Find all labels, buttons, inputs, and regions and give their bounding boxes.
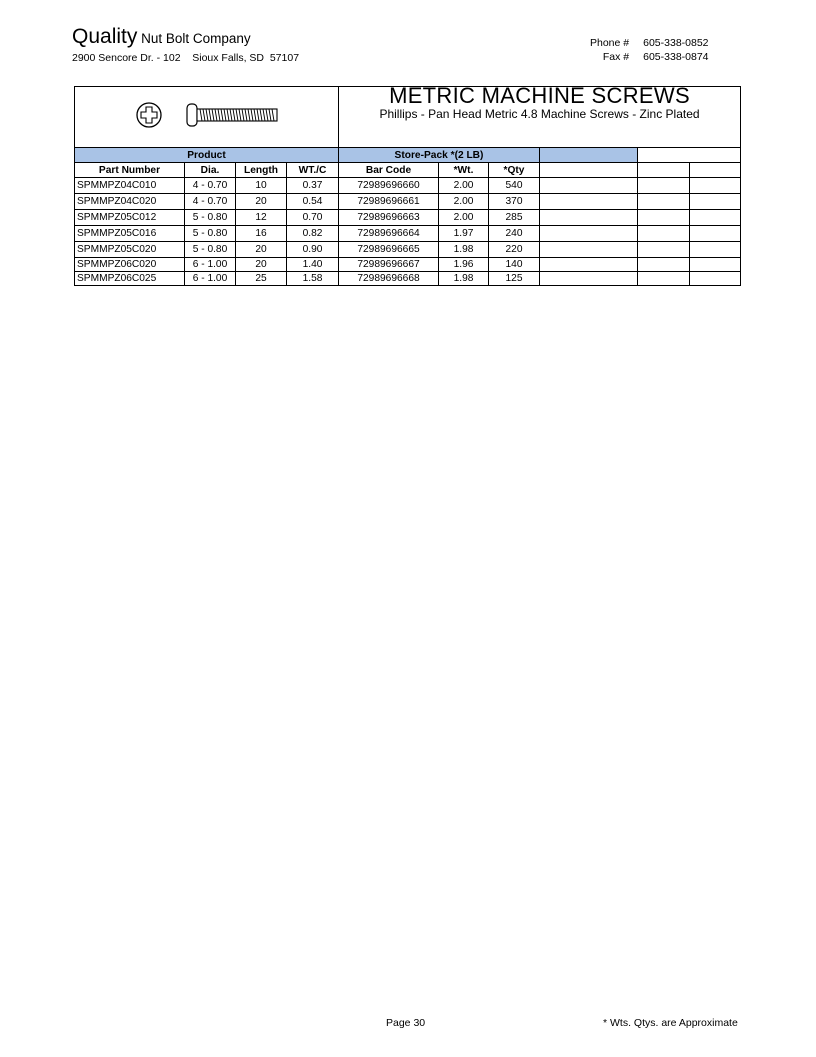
table-cell: 12 xyxy=(236,210,287,226)
table-cell xyxy=(690,210,741,226)
company-name-first-word: Quality xyxy=(72,25,138,48)
company-name xyxy=(72,26,251,47)
table-cell: 370 xyxy=(489,194,540,210)
table-cell: 16 xyxy=(236,226,287,242)
column-header: Dia. xyxy=(185,163,236,178)
table-cell: 240 xyxy=(489,226,540,242)
table-cell: 540 xyxy=(489,178,540,194)
title-cell xyxy=(339,87,741,148)
table-cell: 72989696665 xyxy=(339,242,439,258)
phone-label: Phone # xyxy=(590,37,630,49)
table-cell: 1.98 xyxy=(439,272,489,286)
table-row xyxy=(75,194,741,210)
table-cell: 6 - 1.00 xyxy=(185,258,236,272)
table-cell xyxy=(540,258,638,272)
group-header-empty xyxy=(638,148,690,163)
title-block xyxy=(75,87,741,148)
table-cell: SPMMPZ06C020 xyxy=(75,258,185,272)
table-cell: SPMMPZ05C012 xyxy=(75,210,185,226)
product-table xyxy=(74,86,741,286)
table-cell: 2.00 xyxy=(439,178,489,194)
table-cell: 2.00 xyxy=(439,194,489,210)
table-cell: 1.98 xyxy=(439,242,489,258)
table-cell: 5 - 0.80 xyxy=(185,226,236,242)
table-cell: 6 - 1.00 xyxy=(185,272,236,286)
contact-info xyxy=(590,36,713,64)
group-header-row xyxy=(75,148,741,163)
column-header: *Qty xyxy=(489,163,540,178)
phillips-pan-head-screw-icon xyxy=(127,95,287,135)
table-cell xyxy=(540,210,638,226)
table-cell: SPMMPZ06C025 xyxy=(75,272,185,286)
table-cell: 1.58 xyxy=(287,272,339,286)
fax-row xyxy=(590,50,713,64)
column-header: Bar Code xyxy=(339,163,439,178)
table-row xyxy=(75,258,741,272)
table-row xyxy=(75,272,741,286)
table-cell xyxy=(638,210,690,226)
column-header: Length xyxy=(236,163,287,178)
table-cell: 72989696660 xyxy=(339,178,439,194)
product-title: METRIC MACHINE SCREWS xyxy=(389,86,690,108)
column-header: Part Number xyxy=(75,163,185,178)
table-body xyxy=(75,178,741,286)
table-cell: 25 xyxy=(236,272,287,286)
table-cell: 4 - 0.70 xyxy=(185,194,236,210)
table-cell: 125 xyxy=(489,272,540,286)
table-cell: SPMMPZ05C016 xyxy=(75,226,185,242)
phone-number: 605-338-0852 xyxy=(643,37,709,49)
column-header xyxy=(638,163,690,178)
table-cell xyxy=(638,226,690,242)
table-cell: SPMMPZ05C020 xyxy=(75,242,185,258)
table-cell: 4 - 0.70 xyxy=(185,178,236,194)
table-cell xyxy=(638,272,690,286)
company-name-rest: Nut Bolt Company xyxy=(141,31,251,46)
table-cell: 5 - 0.80 xyxy=(185,242,236,258)
product-subtitle: Phillips - Pan Head Metric 4.8 Machine Screws - Zinc Plated xyxy=(379,107,700,121)
group-header-product: Product xyxy=(75,148,339,163)
column-header xyxy=(540,163,638,178)
table-cell xyxy=(540,242,638,258)
table-cell: 2.00 xyxy=(439,210,489,226)
table-cell xyxy=(690,242,741,258)
table-cell: SPMMPZ04C020 xyxy=(75,194,185,210)
table-cell: 72989696663 xyxy=(339,210,439,226)
table-row xyxy=(75,210,741,226)
table-cell: 0.54 xyxy=(287,194,339,210)
group-header-empty xyxy=(690,148,741,163)
table-cell: 10 xyxy=(236,178,287,194)
table-cell: 72989696661 xyxy=(339,194,439,210)
table-cell xyxy=(540,178,638,194)
table-cell: 20 xyxy=(236,258,287,272)
table-cell: 285 xyxy=(489,210,540,226)
table-cell: 20 xyxy=(236,194,287,210)
table-cell: 0.70 xyxy=(287,210,339,226)
table-cell xyxy=(540,272,638,286)
column-header-row xyxy=(75,163,741,178)
table-cell xyxy=(638,258,690,272)
fax-label: Fax # xyxy=(602,51,630,63)
group-header-empty xyxy=(540,148,638,163)
table-cell: 1.96 xyxy=(439,258,489,272)
table-cell: 0.90 xyxy=(287,242,339,258)
group-header-storepack: Store-Pack *(2 LB) xyxy=(339,148,540,163)
table-cell: 72989696668 xyxy=(339,272,439,286)
table-cell: 72989696667 xyxy=(339,258,439,272)
table-cell xyxy=(690,226,741,242)
table-cell xyxy=(638,178,690,194)
table-cell xyxy=(690,258,741,272)
table-cell xyxy=(690,272,741,286)
company-address: 2900 Sencore Dr. - 102 Sioux Falls, SD 57107 xyxy=(72,52,300,64)
table-cell xyxy=(690,194,741,210)
table-cell: SPMMPZ04C010 xyxy=(75,178,185,194)
table-cell xyxy=(638,194,690,210)
phone-row xyxy=(590,36,713,50)
table-row xyxy=(75,226,741,242)
table-cell xyxy=(690,178,741,194)
column-header xyxy=(690,163,741,178)
table-cell xyxy=(540,226,638,242)
product-image-cell xyxy=(75,87,339,148)
table-cell: 220 xyxy=(489,242,540,258)
approximate-note: * Wts. Qtys. are Approximate xyxy=(603,1017,738,1029)
table-cell: 0.37 xyxy=(287,178,339,194)
table-cell: 1.40 xyxy=(287,258,339,272)
table-cell: 5 - 0.80 xyxy=(185,210,236,226)
column-header: WT./C xyxy=(287,163,339,178)
table-cell: 72989696664 xyxy=(339,226,439,242)
table-cell: 20 xyxy=(236,242,287,258)
table-row xyxy=(75,242,741,258)
table-row xyxy=(75,178,741,194)
table-cell xyxy=(540,194,638,210)
column-header: *Wt. xyxy=(439,163,489,178)
table-cell xyxy=(638,242,690,258)
table-cell: 0.82 xyxy=(287,226,339,242)
table-cell: 140 xyxy=(489,258,540,272)
product-table-box xyxy=(74,86,740,284)
table-cell: 1.97 xyxy=(439,226,489,242)
fax-number: 605-338-0874 xyxy=(643,51,709,63)
page-number: Page 30 xyxy=(386,1017,426,1029)
